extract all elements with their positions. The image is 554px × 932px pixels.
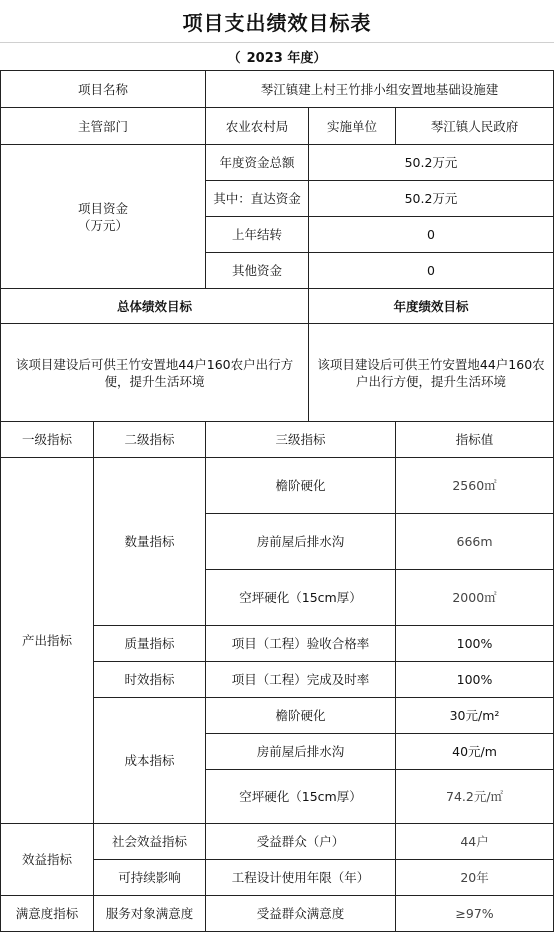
indicator-row bbox=[1, 824, 554, 860]
indicator-name: 受益群众（户） bbox=[206, 824, 396, 860]
indicator-value: 30元/m² bbox=[396, 698, 554, 734]
indicator-value: ≥97% bbox=[396, 896, 554, 932]
indicator-value: 100% bbox=[396, 662, 554, 698]
indicator-name: 项目（工程）验收合格率 bbox=[206, 626, 396, 662]
indicator-value: 100% bbox=[396, 626, 554, 662]
annual-goal-text: 该项目建设后可供王竹安置地44户160农户出行方便，提升生活环境 bbox=[309, 324, 554, 422]
project-name-row bbox=[1, 71, 554, 108]
funds-row-value: 0 bbox=[309, 253, 554, 289]
funds-row-label: 其中：直达资金 bbox=[206, 181, 309, 217]
project-name-value: 琴江镇建上村王竹排小组安置地基础设施建 bbox=[206, 71, 554, 108]
benefit-indicator-label: 效益指标 bbox=[1, 824, 94, 896]
overall-goal-header: 总体绩效目标 bbox=[1, 289, 309, 324]
social-benefit-label: 社会效益指标 bbox=[94, 824, 206, 860]
funds-row-label: 年度资金总额 bbox=[206, 145, 309, 181]
cost-indicator-label: 成本指标 bbox=[94, 698, 206, 824]
indicator-name: 受益群众满意度 bbox=[206, 896, 396, 932]
funds-label-line1: 项目资金 bbox=[78, 200, 129, 216]
indicator-name: 房前屋后排水沟 bbox=[206, 514, 396, 570]
satisfaction-indicator-label: 满意度指标 bbox=[1, 896, 94, 932]
timeliness-indicator-label: 时效指标 bbox=[94, 662, 206, 698]
quantity-indicator-label: 数量指标 bbox=[94, 458, 206, 626]
goals-header-row bbox=[1, 289, 554, 324]
funds-label bbox=[1, 145, 206, 289]
indicator-value: 74.2元/㎡ bbox=[396, 770, 554, 824]
dept-label: 主管部门 bbox=[1, 108, 206, 145]
sustainability-label: 可持续影响 bbox=[94, 860, 206, 896]
indicator-value: 2560㎡ bbox=[396, 458, 554, 514]
funds-row-value: 50.2万元 bbox=[309, 181, 554, 217]
output-indicator-label: 产出指标 bbox=[1, 458, 94, 824]
funds-row-label: 其他资金 bbox=[206, 253, 309, 289]
indicator-value: 40元/m bbox=[396, 734, 554, 770]
header-level3: 三级指标 bbox=[206, 422, 396, 458]
funds-row-value: 50.2万元 bbox=[309, 145, 554, 181]
indicator-value: 2000㎡ bbox=[396, 570, 554, 626]
overall-goal-text: 该项目建设后可供王竹安置地44户160农户出行方便，提升生活环境 bbox=[1, 324, 309, 422]
funds-row bbox=[1, 145, 554, 181]
year-value: 2023 年度） bbox=[246, 50, 327, 66]
indicator-name: 房前屋后排水沟 bbox=[206, 734, 396, 770]
impl-unit-label: 实施单位 bbox=[309, 108, 396, 145]
department-row bbox=[1, 108, 554, 145]
funds-label-line2: （万元） bbox=[78, 217, 129, 233]
indicator-row bbox=[1, 896, 554, 932]
goals-text-row bbox=[1, 324, 554, 422]
indicator-name: 工程设计使用年限（年） bbox=[206, 860, 396, 896]
annual-goal-header: 年度绩效目标 bbox=[309, 289, 554, 324]
indicator-value: 20年 bbox=[396, 860, 554, 896]
indicator-name: 空坪硬化（15cm厚） bbox=[206, 770, 396, 824]
year-open-paren: （ bbox=[227, 50, 241, 66]
dept-value: 农业农村局 bbox=[206, 108, 309, 145]
indicator-value: 44户 bbox=[396, 824, 554, 860]
target-table bbox=[0, 70, 554, 932]
project-name-label: 项目名称 bbox=[1, 71, 206, 108]
quality-indicator-label: 质量指标 bbox=[94, 626, 206, 662]
impl-unit-value: 琴江镇人民政府 bbox=[396, 108, 554, 145]
indicator-value: 666m bbox=[396, 514, 554, 570]
indicator-name: 檐阶硬化 bbox=[206, 698, 396, 734]
indicator-name: 项目（工程）完成及时率 bbox=[206, 662, 396, 698]
indicator-name: 檐阶硬化 bbox=[206, 458, 396, 514]
year-line bbox=[0, 42, 554, 71]
indicator-name: 空坪硬化（15cm厚） bbox=[206, 570, 396, 626]
indicator-row bbox=[1, 458, 554, 514]
funds-row-value: 0 bbox=[309, 217, 554, 253]
header-level1: 一级指标 bbox=[1, 422, 94, 458]
header-value: 指标值 bbox=[396, 422, 554, 458]
header-level2: 二级指标 bbox=[94, 422, 206, 458]
service-satisfaction-label: 服务对象满意度 bbox=[94, 896, 206, 932]
indicator-header-row bbox=[1, 422, 554, 458]
page-title: 项目支出绩效目标表 bbox=[0, 0, 554, 43]
funds-row-label: 上年结转 bbox=[206, 217, 309, 253]
